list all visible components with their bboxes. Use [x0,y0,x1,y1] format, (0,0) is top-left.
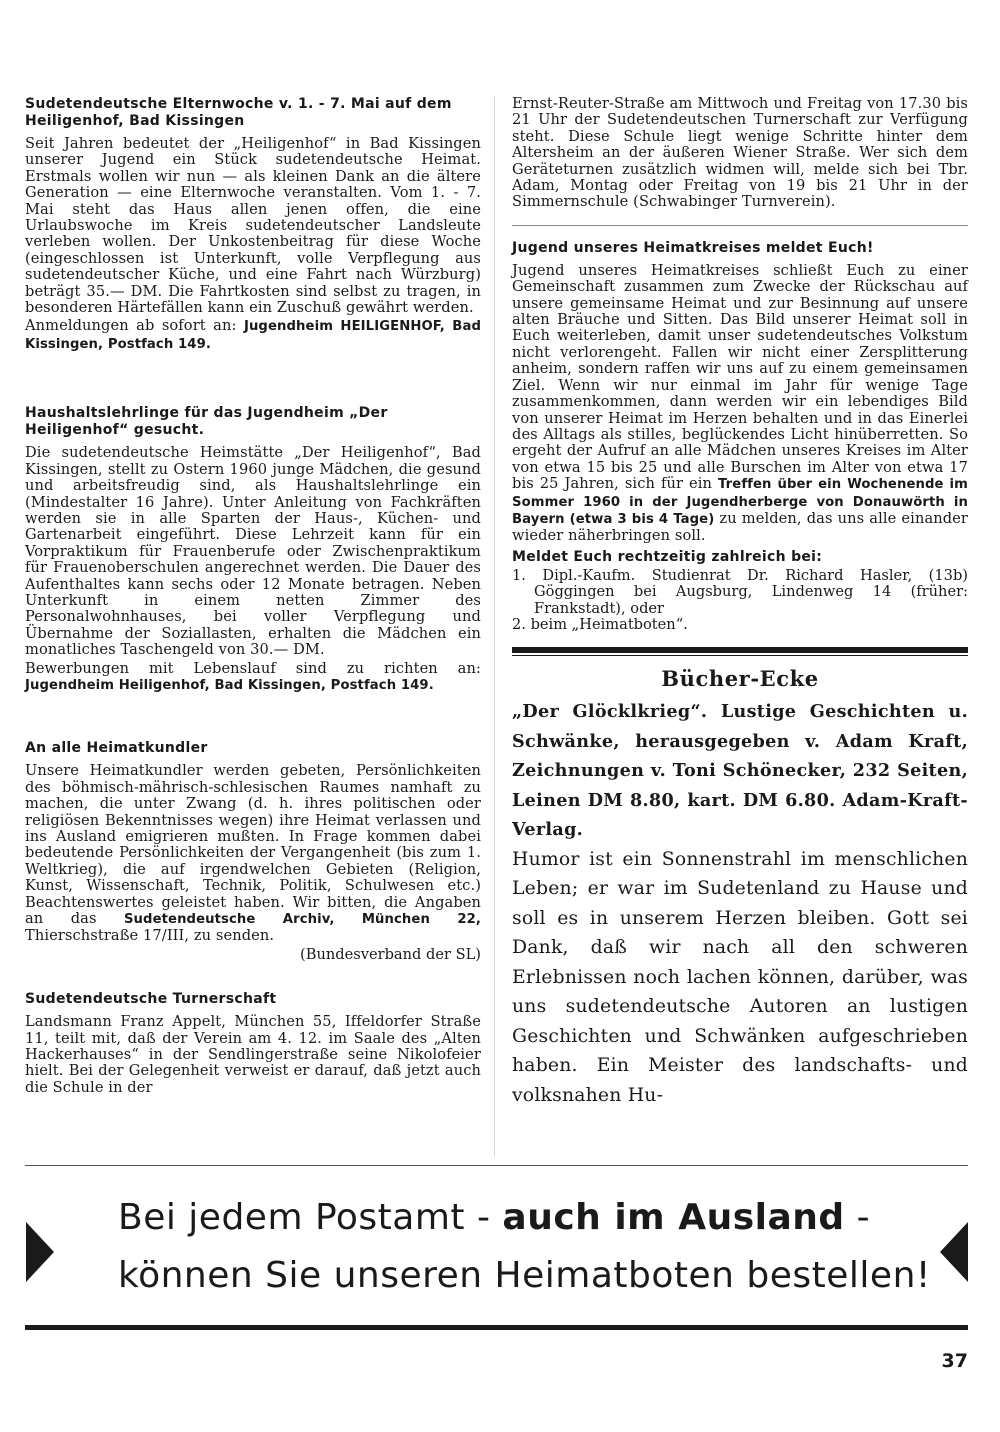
article-body: Die sudetendeutsche Heimstätte „Der Heiligenhof“, Bad Kissingen, stellt zu Ostern 1960 junge Mädchen, die gesund und arbeitsfreudig sind, als Haushaltslehrlinge ein (Mindestalter 16 Jahre). Unter Anleitung von Fachkräften werden sie in alle Sparten der Haus-, Küchen- und Gartenarbeit eingeführt. Diese Lehrzeit kann für ein Vorpraktikum für Frauenberufe oder Zwischenpraktikum für Frauenoberschulen angerechnet werden. Die Dauer des Aufenthaltes kann sechs oder 12 Monate betragen. Neben Unterkunft in einem netten Zimmer des Personalwohnhauses, bei voller Verpflegung und Übernahme der Soziallasten, erhalten die Mädchen ein monatliches Taschengeld von 30.— DM. [25,444,481,659]
article-body-continued: Ernst-Reuter-Straße am Mittwoch und Freitag von 17.30 bis 21 Uhr der Sudetendeutschen Turnerschaft zur Verfügung steht. Diese Schule liegt wenige Schritte hinter dem Altersheim an der äußeren Wiener Straße. Wer sich dem Geräteturnen zusätzlich widmen will, melde sich bei Tbr. Adam, Montag oder Freitag von 19 bis 21 Uhr in der Simmernschule (Schwabinger Turnverein). [512,95,968,211]
book-entry: „Der Glöcklkrieg“. Lustige Geschichten u. Schwänke, herausgegeben v. Adam Kraft, Zeichnungen v. Toni Schönecker, 232 Seiten, Leinen DM 8.80, kart. DM 6.80. Adam-Kraft-Verlag. [512,701,968,841]
banner-line-1: Bei jedem Postamt - auch im Ausland - [118,1197,871,1238]
bottom-thick-rule [25,1325,968,1330]
books-corner [512,666,968,1110]
thin-divider [512,655,968,656]
list-item: 1. Dipl.-Kaufm. Studienrat Dr. Richard Hasler, (13b) Göggingen bei Augsburg, Lindenweg 14 (früher: Frankstadt), oder [512,566,968,617]
banner-line-2: können Sie unseren Heimatboten bestellen! [118,1255,931,1296]
article-heading: An alle Heimatkundler [25,740,208,757]
article-heimatkundler [25,740,481,963]
book-review: Humor ist ein Sonnenstrahl im menschlichen Leben; er war im Sudetenland zu Hause und soll es in unserem Herzen bleiben. Gott sei Dank, daß wir nach all den schweren Erlebnissen noch lachen können, darüber, was uns sudetendeutsche Autoren an lustigen Geschichten und Schwänken aufgeschrieben haben. Ein Meister des landschafts- und volksnahen Hu- [512,848,968,1106]
list-item: 2. beim „Heimatboten“. [512,615,688,633]
banner-top-rule [25,1165,968,1166]
article-jugend [512,240,968,634]
arrow-left-icon [940,1222,968,1282]
article-contact: Bewerbungen mit Lebenslauf sind zu richten an: Jugendheim Heiligenhof, Bad Kissingen, Postfach 149. [25,659,481,693]
article-body: Jugend unseres Heimatkreises schließt Euch zu einer Gemeinschaft zusammen zum Zwecke der Rückschau auf unsere gemeinsame Heimat und zur Besinnung auf unsere alten Bräuche und Sitten. Das Bild unserer Heimat soll in Euch weiterleben, damit unser sudetendeutsches Volkstum nicht verlorengeht. Fallen wir nicht einer Zersplitterung anheim, sondern raffen wir uns auf zu einem gemeinsamen Ziel. Wenn wir nur einmal im Jahr für wenige Tage zusammenkommen, dann werden wir ein lebendiges Bild von unserer Heimat im Herzen behalten und in das Einerlei des Alltags als stilles, beglückendes Licht hinüberretten. So ergeht der Aufruf an alle Mädchen unseres Kreises im Alter von etwa 15 bis 25 und alle Burschen im Alter von etwa 17 bis 25 Jahren, sich für ein Treffen über ein Wochenende im Sommer 1960 in der Jugendherberge von Donauwörth in Bayern (etwa 3 bis 4 Tage) zu melden, das uns alle einander wieder näherbringen soll. [512,261,968,545]
thick-divider [512,647,968,653]
article-body: Landsmann Franz Appelt, München 55, Iffeldorfer Straße 11, teilt mit, daß der Verein am 4. 12. im Saale des „Alten Hackerhauses“ in der Sendlingerstraße seine Nikolofeier hielt. Bei der Gelegenheit verweist er darauf, daß jetzt auch die Schule in der [25,1013,481,1096]
left-column [25,96,481,1098]
arrow-right-icon [26,1222,54,1282]
article-signature: (Bundesverband der SL) [300,945,481,963]
section-divider [512,225,968,226]
article-subheading: Meldet Euch rechtzeitig zahlreich bei: [512,548,823,565]
article-body: Seit Jahren bedeutet der „Heiligenhof“ in Bad Kissingen unserer Jugend ein Stück sudetendeutsche Heimat. Erstmals wollen wir nun — als kleinen Dank an die ältere Generation — eine Elternwoche veranstalten. Vom 1. - 7. Mai steht das Haus allen jenen offen, die eine Urlaubswoche im Kreis sudetendeutscher Landsleute verleben wollen. Der Unkostenbeitrag für diese Woche (eingeschlossen ist Unterkunft, volle Verpflegung aus sudetendeutscher Küche, und eine Fahrt nach Würzburg) beträgt 35.— DM. Die Fahrtkosten sind selbst zu tragen, in besonderen Härtefällen kann ein Zuschuß gewährt werden. [25,135,481,317]
article-body: Unsere Heimatkundler werden gebeten, Persönlichkeiten des böhmisch-mährisch-schlesischen Raumes namhaft zu machen, die unter Zwang (d. h. ihres politischen oder religiösen Bekenntnisses wegen) ihre Heimat verlassen und ins Ausland emigrieren mußten. In Frage kommen dabei bedeutende Persönlichkeiten der Vergangenheit (bis zum 1. Weltkrieg), die auf irgendwelchen Gebieten (Religion, Kunst, Wissenschaft, Technik, Politik, Schulwesen etc.) Beachtenswertes geleistet haben. Wir bitten, die Angaben an das Sudetendeutsche Archiv, München 22, Thierschstraße 17/III, zu senden. [25,762,481,945]
right-column [512,96,968,1110]
books-title: Bücher-Ecke [661,666,819,692]
column-divider [494,96,495,1156]
article-contact: Anmeldungen ab sofort an: Jugendheim HEILIGENHOF, Bad Kissingen, Postfach 149. [25,317,481,352]
article-heading: Haushaltslehrlinge für das Jugendheim „Der Heiligenhof“ gesucht. [25,405,388,439]
article-haushaltslehrlinge [25,405,481,694]
article-heading: Sudetendeutsche Turnerschaft [25,991,277,1008]
article-heading: Sudetendeutsche Elternwoche v. 1. - 7. Mai auf dem Heiligenhof, Bad Kissingen [25,96,452,129]
page-number: 37 [941,1350,968,1372]
article-turnerschaft [25,991,481,1096]
article-elternwoche [25,96,481,353]
article-heading: Jugend unseres Heimatkreises meldet Euch! [512,239,874,256]
address-list [512,568,968,634]
